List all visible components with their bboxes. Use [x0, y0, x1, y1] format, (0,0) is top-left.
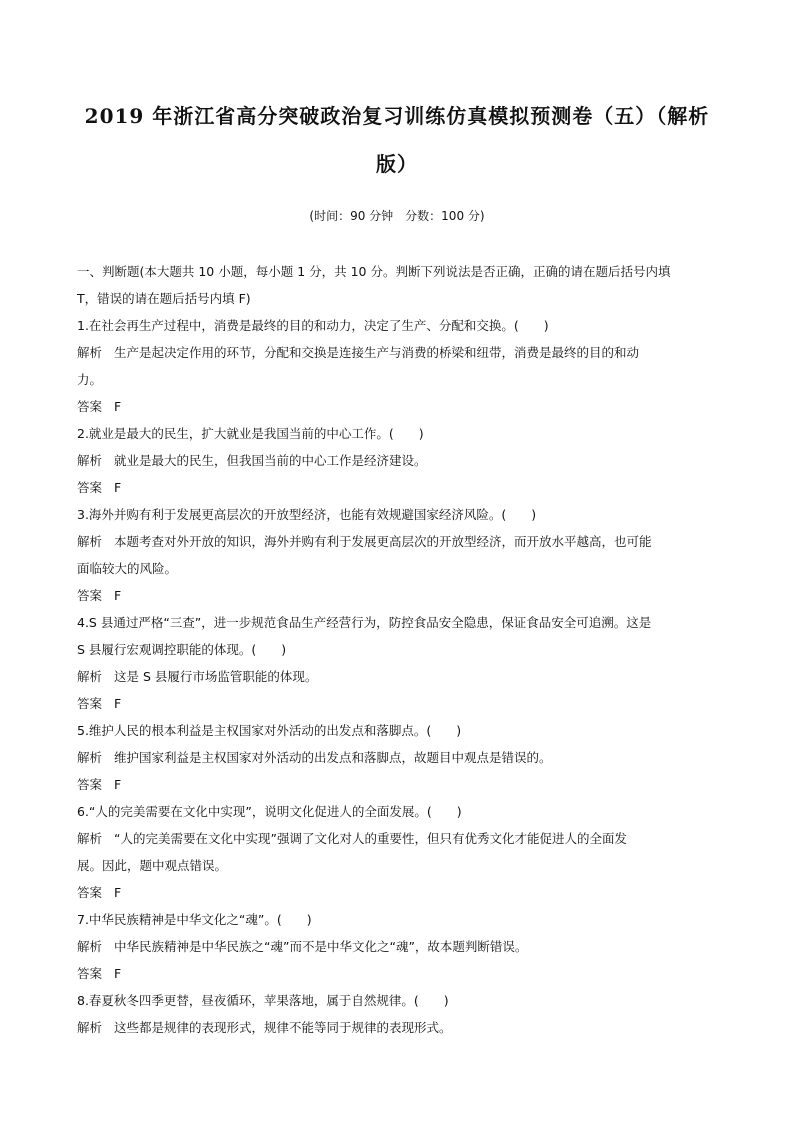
answer-value: F: [114, 588, 122, 603]
analysis-text: 中华民族精神是中华民族之“魂”而不是中华文化之“魂”，故本题判断错误。: [114, 939, 528, 954]
answer-value: F: [114, 696, 122, 711]
question-4: 4.S 县通过严格“三查”，进一步规范食品生产经营行为，防控食品安全隐患，保证食品安全可追溯。这是: [77, 615, 652, 630]
analysis-label: 解析: [77, 669, 103, 684]
analysis-text: “人的完美需要在文化中实现”强调了文化对人的重要性，但只有优秀文化才能促进人的全面发: [114, 831, 627, 846]
section-instruction: 一、判断题(本大题共 10 小题，每小题 1 分，共 10 分。判断下列说法是否正确，正确的请在题后括号内填: [77, 264, 671, 279]
analysis-8: [77, 1014, 725, 1041]
question-section: [77, 258, 725, 1041]
analysis-6: [77, 825, 725, 852]
analysis-4: [77, 663, 725, 690]
section-instruction-cont: T，错误的请在题后括号内填 F): [77, 291, 251, 306]
answer-6: [77, 879, 725, 906]
analysis-label: 解析: [77, 345, 103, 360]
analysis-label: 解析: [77, 453, 103, 468]
analysis-text: 本题考查对外开放的知识，海外并购有利于发展更高层次的开放型经济，而开放水平越高，也可能: [114, 534, 652, 549]
question-7: 7.中华民族精神是中华文化之“魂”。( ): [77, 912, 312, 927]
analysis-text: 维护国家利益是主权国家对外活动的出发点和落脚点，故题目中观点是错误的。: [114, 750, 552, 765]
question-4-cont: S 县履行宏观调控职能的体现。( ): [77, 642, 287, 657]
answer-2: [77, 474, 725, 501]
analysis-label: 解析: [77, 534, 103, 549]
answer-3: [77, 582, 725, 609]
answer-label: 答案: [77, 777, 103, 792]
answer-7: [77, 960, 725, 987]
analysis-label: 解析: [77, 1020, 103, 1035]
analysis-text: 这是 S 县履行市场监管职能的体现。: [114, 669, 318, 684]
analysis-text: 这些都是规律的表现形式，规律不能等同于规律的表现形式。: [114, 1020, 452, 1035]
answer-5: [77, 771, 725, 798]
analysis-3: [77, 528, 725, 555]
question-8: 8.春夏秋冬四季更替，昼夜循环，苹果落地，属于自然规律。( ): [77, 993, 449, 1008]
question-5: 5.维护人民的根本利益是主权国家对外活动的出发点和落脚点。( ): [77, 723, 462, 738]
answer-label: 答案: [77, 399, 103, 414]
analysis-2: [77, 447, 725, 474]
analysis-text: 就业是最大的民生，但我国当前的中心工作是经济建设。: [114, 453, 427, 468]
answer-label: 答案: [77, 966, 103, 981]
answer-1: [77, 393, 725, 420]
answer-4: [77, 690, 725, 717]
answer-value: F: [114, 966, 122, 981]
analysis-5: [77, 744, 725, 771]
analysis-1-cont: 力。: [77, 372, 103, 387]
question-3: 3.海外并购有利于发展更高层次的开放型经济，也能有效规避国家经济风险。( ): [77, 507, 537, 522]
page-title-line2: 版）: [376, 152, 418, 176]
question-1: 1.在社会再生产过程中，消费是最终的目的和动力，决定了生产、分配和交换。( ): [77, 318, 549, 333]
exam-info: (时间：90 分钟 分数：100 分): [309, 209, 485, 223]
question-6: 6.“人的完美需要在文化中实现”，说明文化促进人的全面发展。( ): [77, 804, 462, 819]
analysis-label: 解析: [77, 939, 103, 954]
answer-value: F: [114, 885, 122, 900]
page-title-line1: 2019 年浙江省高分突破政治复习训练仿真模拟预测卷（五）（解析: [84, 104, 710, 128]
analysis-label: 解析: [77, 831, 103, 846]
answer-label: 答案: [77, 588, 103, 603]
analysis-3-cont: 面临较大的风险。: [77, 561, 178, 576]
analysis-6-cont: 展。因此，题中观点错误。: [77, 858, 228, 873]
analysis-7: [77, 933, 725, 960]
analysis-label: 解析: [77, 750, 103, 765]
answer-label: 答案: [77, 480, 103, 495]
answer-label: 答案: [77, 885, 103, 900]
answer-label: 答案: [77, 696, 103, 711]
question-2: 2.就业是最大的民生，扩大就业是我国当前的中心工作。( ): [77, 426, 424, 441]
answer-value: F: [114, 480, 122, 495]
answer-value: F: [114, 399, 122, 414]
answer-value: F: [114, 777, 122, 792]
analysis-text: 生产是起决定作用的环节，分配和交换是连接生产与消费的桥梁和纽带，消费是最终的目的和动: [114, 345, 640, 360]
analysis-1: [77, 339, 725, 366]
